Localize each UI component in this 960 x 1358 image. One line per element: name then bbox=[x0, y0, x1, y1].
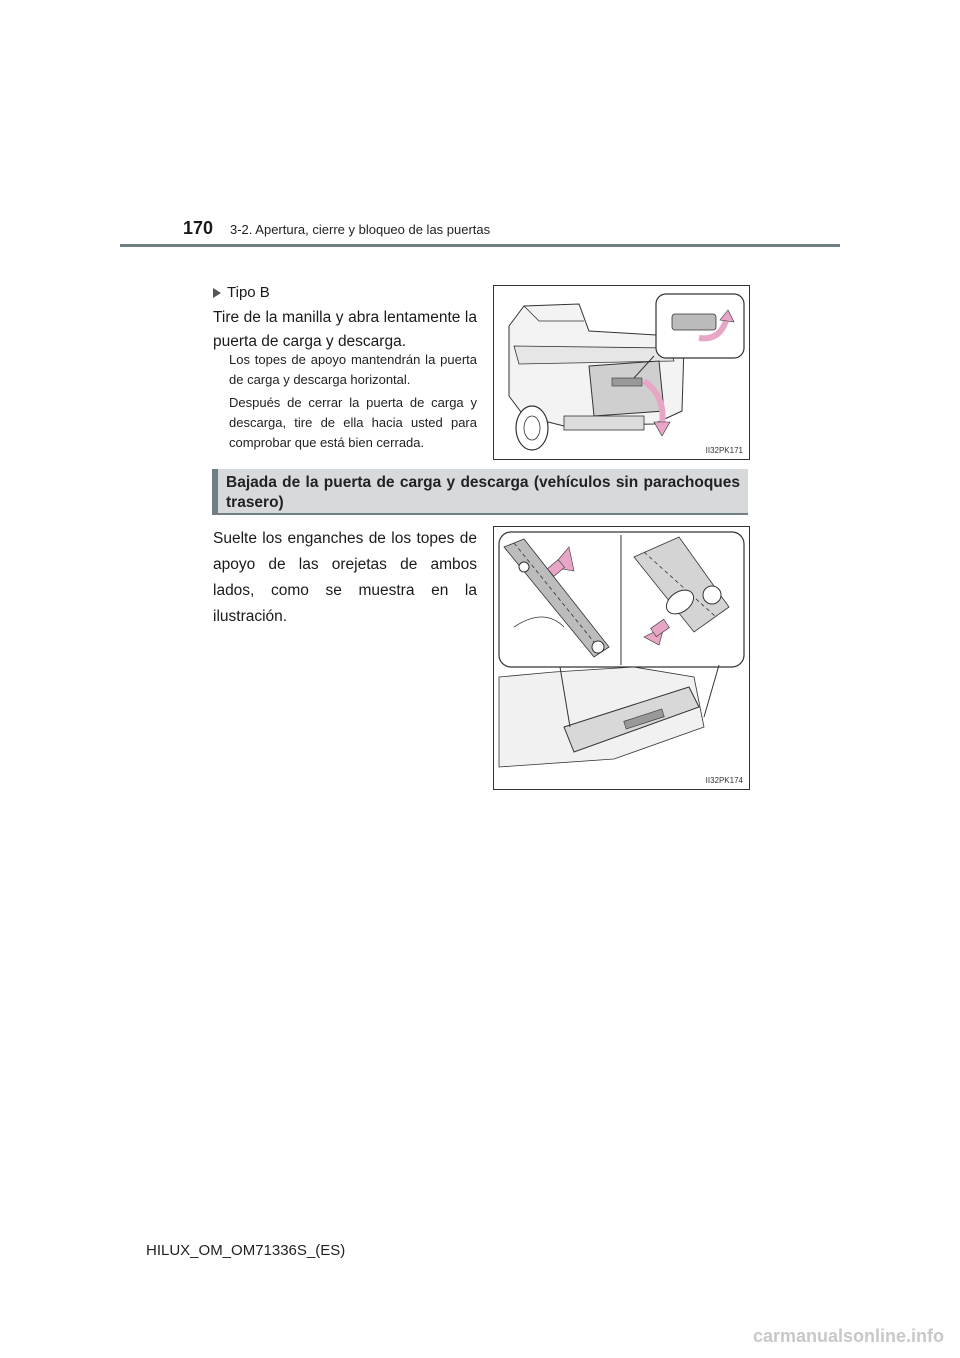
section-heading: Bajada de la puerta de carga y descarga (vehículos sin parachoques trasero) bbox=[212, 469, 748, 515]
tipo-b-text: Tipo B bbox=[227, 284, 270, 301]
figure-code-1: II32PK171 bbox=[705, 446, 743, 455]
truck-tailgate-illustration bbox=[494, 286, 749, 459]
page-number: 170 bbox=[183, 218, 214, 238]
watermark: carmanualsonline.info bbox=[752, 1326, 944, 1346]
figure-code-2: II32PK174 bbox=[705, 776, 743, 785]
support-stop-illustration bbox=[494, 527, 749, 789]
bullet-triangle-icon bbox=[213, 288, 221, 298]
lowering-instruction: Suelte los enganches de los topes de apoyo de las orejetas de ambos lados, como se muestra en la ilustración. bbox=[213, 530, 477, 625]
footer-doc-id: HILUX_OM_OM71336S_(ES) bbox=[146, 1242, 346, 1259]
header-rule bbox=[120, 244, 840, 247]
tipo-b-instruction: Tire de la manilla y abra lentamente la puerta de carga y descarga. bbox=[213, 309, 477, 350]
tipo-b-note-2: Después de cerrar la puerta de carga y descarga, tire de ella hacia usted para comprobar que está bien cerrada. bbox=[229, 395, 477, 450]
tipo-b-note-1: Los topes de apoyo mantendrán la puerta de carga y descarga horizontal. bbox=[229, 352, 477, 387]
figure-tailgate-handle bbox=[493, 285, 750, 460]
figure-support-stops bbox=[493, 526, 750, 790]
tipo-b-label bbox=[213, 284, 270, 301]
section-title: 3-2. Apertura, cierre y bloqueo de las puertas bbox=[230, 222, 491, 237]
